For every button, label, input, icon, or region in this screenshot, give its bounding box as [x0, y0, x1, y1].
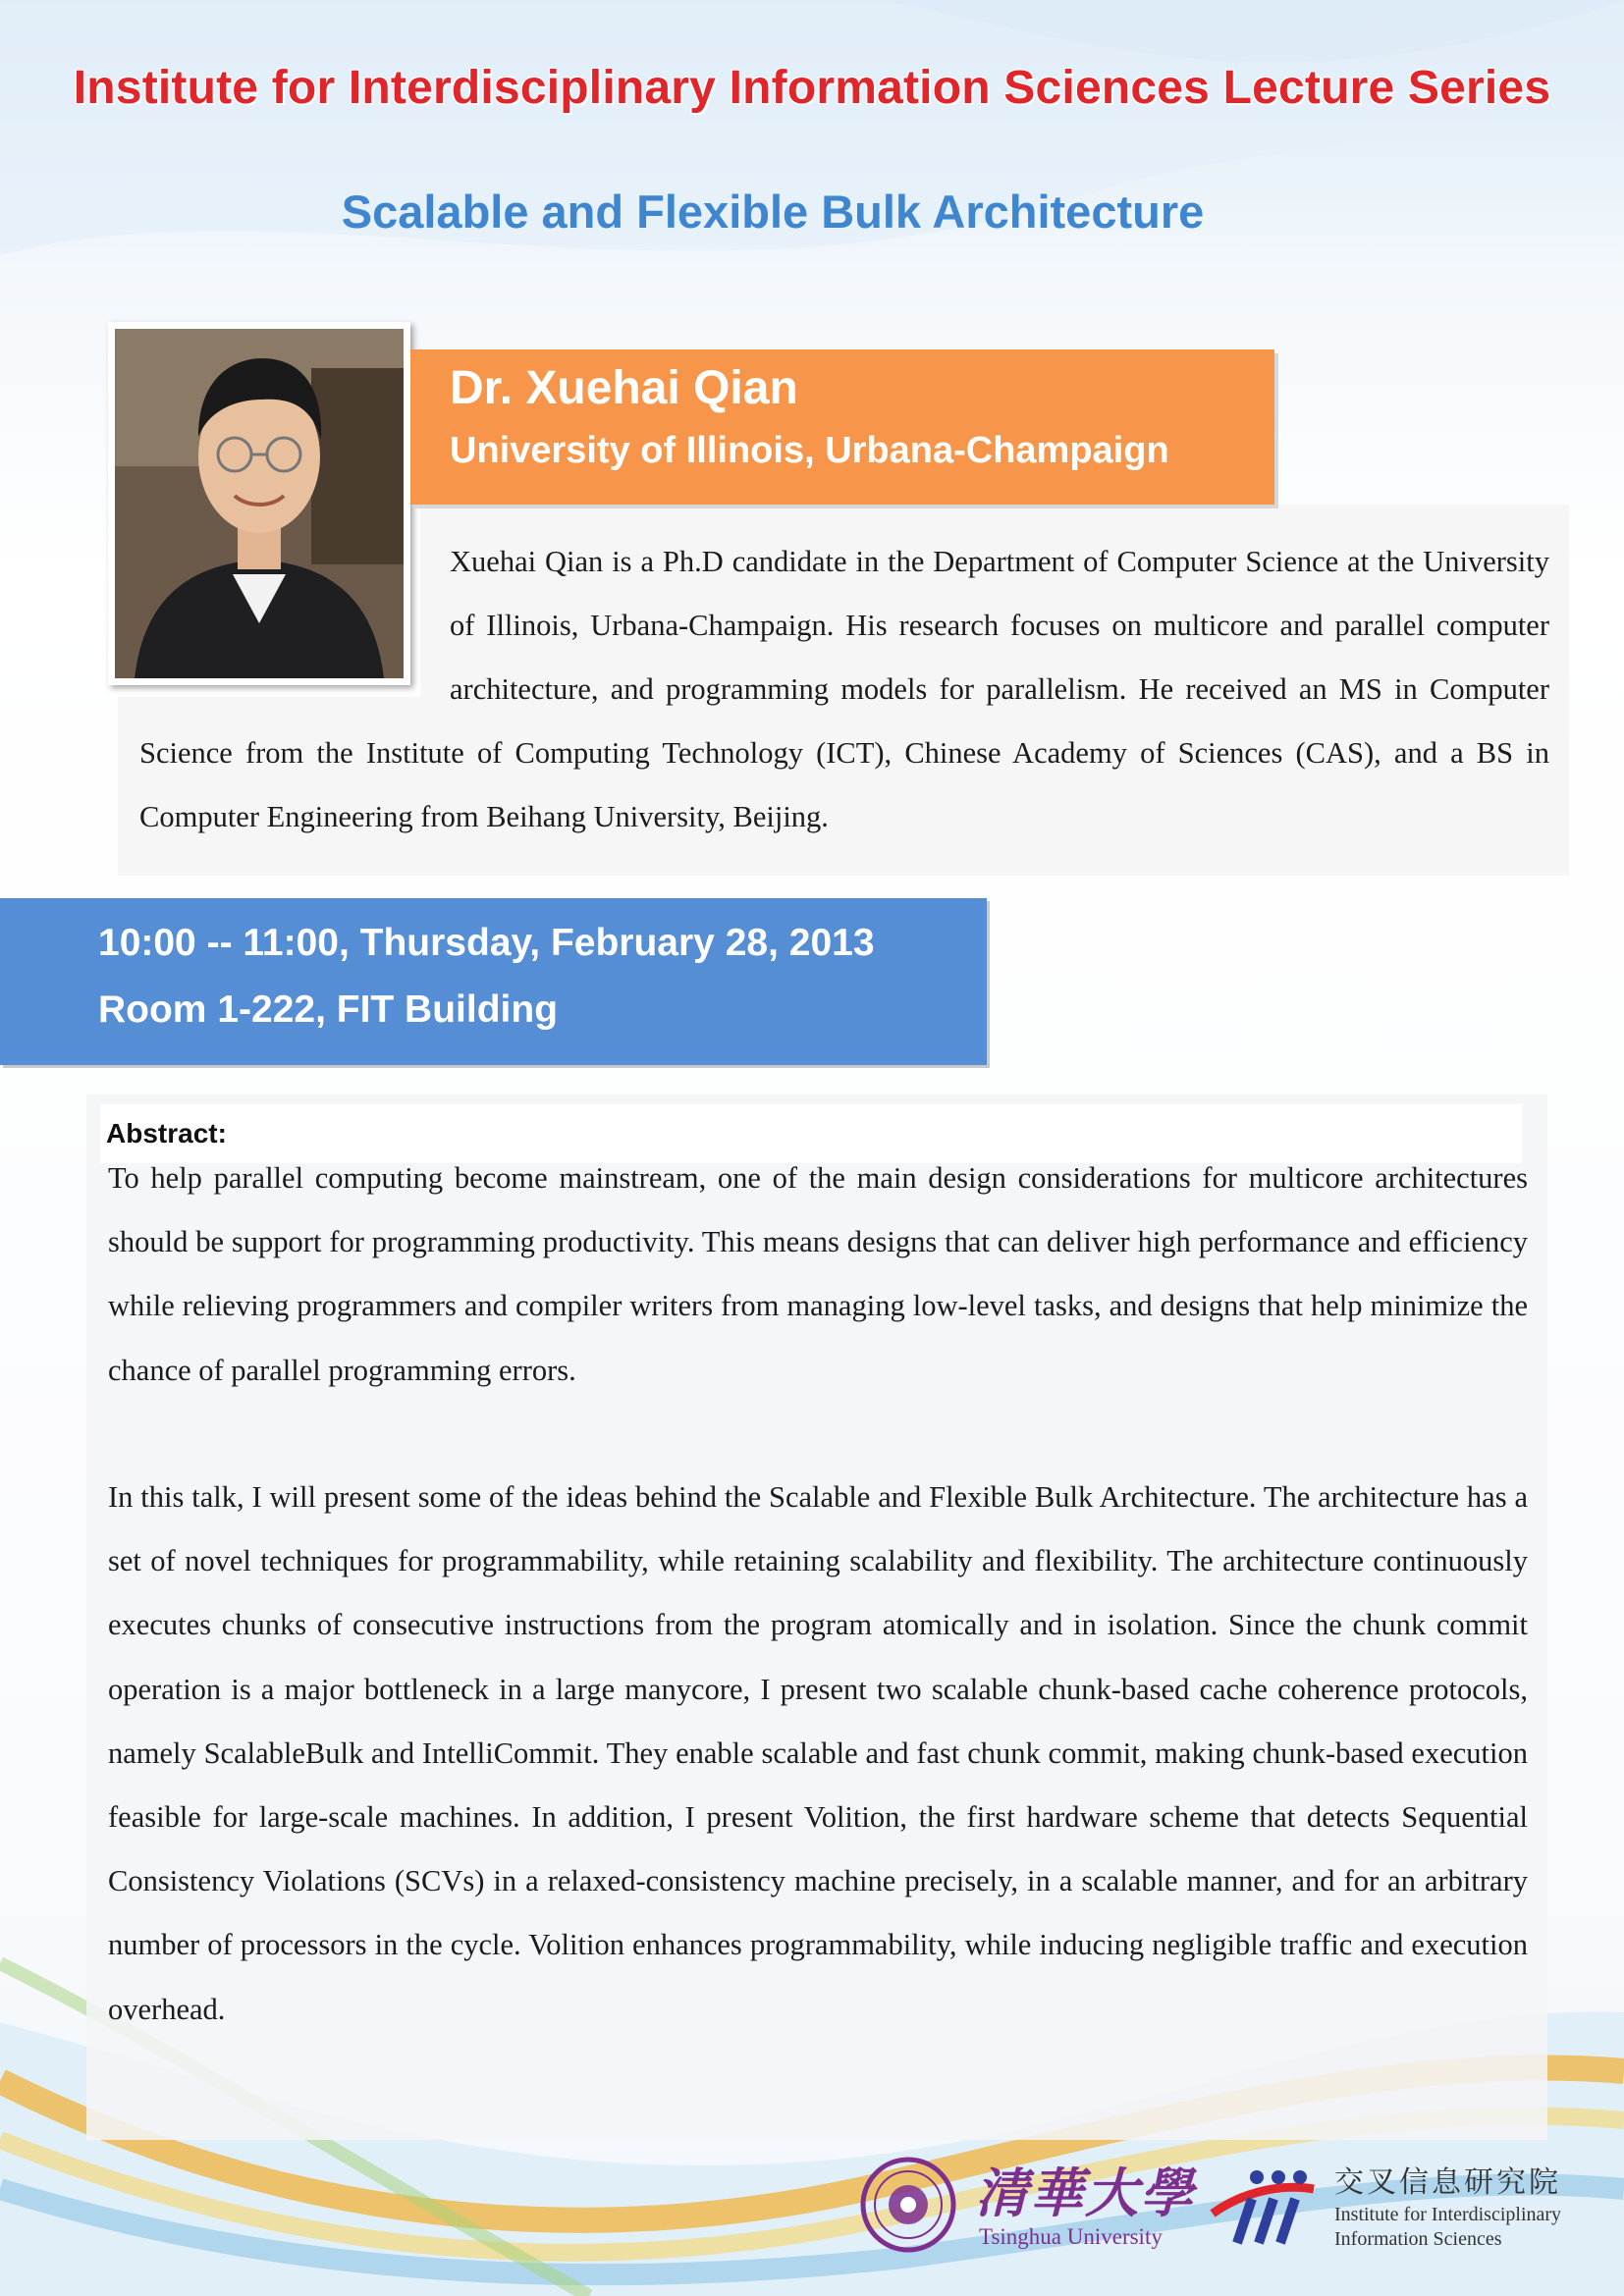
speaker-bio: Xuehai Qian is a Ph.D candidate in the Department of Computer Science at the University of Illinois, Urbana-Champaign. His research focuses on multicore and parallel computer architecture, and programming models for parallelism. He received an MS in Computer Science from the Institute of Computing Technology (ICT), Chinese Academy of Sciences (CAS), and a BS in Computer Engineering from Beihang University, Beijing. — [139, 545, 1549, 833]
iiis-logo-english-line2: Information Sciences — [1334, 2228, 1502, 2250]
talk-title: Scalable and Flexible Bulk Architecture — [341, 186, 1205, 238]
event-time: 10:00 -- 11:00, Thursday, February 28, 2013 — [98, 922, 875, 964]
speaker-name-banner — [410, 349, 1274, 505]
event-location: Room 1-222, FIT Building — [98, 988, 559, 1031]
lecture-series-title: Institute for Interdisciplinary Information Sciences Lecture Series — [73, 62, 1551, 114]
tsinghua-logo-chinese: 清華大學 — [975, 2162, 1195, 2224]
footer-logos — [859, 2150, 1605, 2258]
abstract-paragraph-1: To help parallel computing become mainstream, one of the main design considerations for multicore architectures should be support for programming productivity. This means designs that can deliver high performance and efficiency while relieving programmers and compiler writers from managing low-level tasks, and designs that help minimize the chance of parallel programming errors. — [108, 1161, 1528, 1387]
event-info-banner — [0, 898, 987, 1065]
speaker-affiliation: University of Illinois, Urbana-Champaign — [450, 430, 1169, 471]
speaker-name: Dr. Xuehai Qian — [450, 362, 798, 414]
speaker-photo — [108, 322, 410, 685]
speaker-portrait-image — [115, 329, 404, 678]
iiis-logo-english-line1: Institute for Interdisciplinary — [1334, 2204, 1562, 2225]
abstract-label: Abstract: — [106, 1118, 227, 1148]
abstract-paragraph-2: In this talk, I will present some of the ideas behind the Scalable and Flexible Bulk Architecture. The architecture has a set of novel techniques for programmability, while retaining scalability and flexibility. The architecture continuously executes chunks of consecutive instructions from the program atomically and in isolation. Since the chunk commit operation is a major bottleneck in a large manycore, I present two scalable chunk-based cache coherence protocols, namely ScalableBulk and IntelliCommit. They enable scalable and fast chunk commit, making chunk-based execution feasible for large-scale machines. In addition, I present Volition, the first hardware scheme that detects Sequential Consistency Violations (SCVs) in a relaxed-consistency machine precisely, in a scalable manner, and for an arbitrary number of processors in the cycle. Volition enhances programmability, while inducing negligible traffic and execution overhead. — [108, 1480, 1528, 2026]
tsinghua-logo-english: Tsinghua University — [979, 2224, 1163, 2249]
iiis-logo-chinese: 交叉信息研究院 — [1334, 2165, 1561, 2200]
iiis-logo-icon — [1208, 2160, 1316, 2248]
tsinghua-seal-icon — [859, 2156, 957, 2254]
